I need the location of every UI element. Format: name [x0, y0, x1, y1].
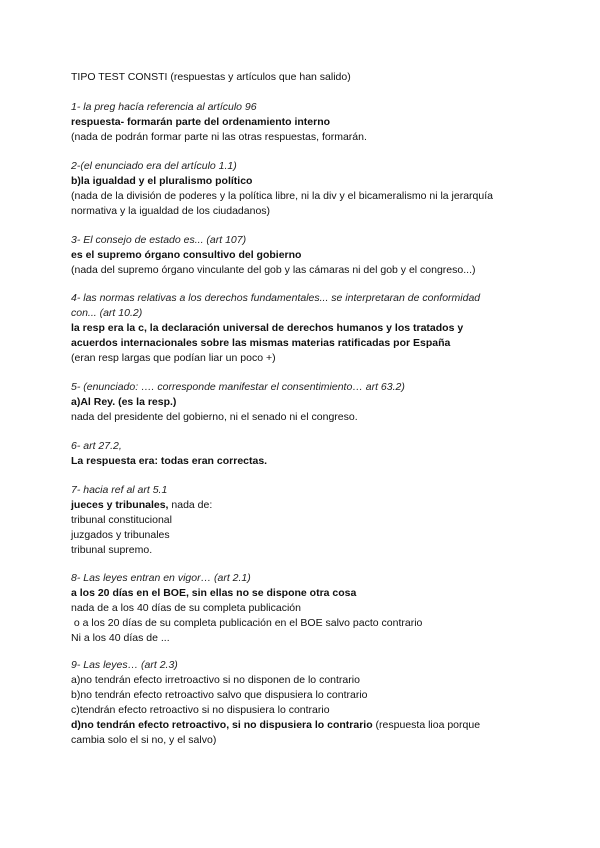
- question-2-note-line-1: (nada de la división de poderes y la política libre, ni la div y el bicameralismo ni la jerarquía: [71, 190, 493, 202]
- question-8-note: nada de a los 40 días de su completa publicación: [71, 602, 301, 614]
- question-8-answer: a los 20 días en el BOE, sin ellas no se dispone otra cosa: [71, 587, 357, 599]
- question-4-answer-line-1: la resp era la c, la declaración universal de derechos humanos y los tratados y: [71, 322, 464, 334]
- question-2: [71, 159, 541, 219]
- question-8: [71, 571, 541, 646]
- question-9-answer-note-line-2: cambia solo el si no, y el salvo): [71, 734, 217, 746]
- question-3-prompt: 3- El consejo de estado es... (art 107): [71, 234, 247, 246]
- question-5: [71, 380, 541, 425]
- question-7-item: tribunal constitucional: [71, 514, 172, 526]
- question-4-note: (eran resp largas que podían liar un poco +): [71, 352, 276, 364]
- question-1-note: (nada de podrán formar parte ni las otras respuestas, formarán.: [71, 131, 367, 143]
- question-5-prompt: 5- (enunciado: …. corresponde manifestar el consentimiento… art 63.2): [71, 381, 405, 393]
- question-8-note: Ni a los 40 días de ...: [71, 632, 170, 644]
- question-7-answer-bold: jueces y tribunales,: [71, 499, 169, 511]
- question-1: [71, 100, 541, 145]
- question-3: [71, 233, 541, 278]
- question-5-note: nada del presidente del gobierno, ni el senado ni el congreso.: [71, 411, 358, 423]
- question-9-option: a)no tendrán efecto irretroactivo si no disponen de lo contrario: [71, 674, 360, 686]
- question-9-answer: [71, 718, 541, 733]
- question-9-option: b)no tendrán efecto retroactivo salvo que dispusiera lo contrario: [71, 689, 368, 701]
- question-6-prompt: 6- art 27.2,: [71, 440, 122, 452]
- question-9-answer-note: (respuesta lioa porque: [372, 719, 481, 731]
- document-title: TIPO TEST CONSTI (respuestas y artículos que han salido): [71, 71, 351, 83]
- question-7-answer-rest: nada de:: [168, 499, 213, 511]
- question-7: [71, 483, 541, 558]
- question-1-prompt: 1- la preg hacía referencia al artículo 96: [71, 101, 257, 113]
- question-4: [71, 291, 541, 366]
- question-7-item: tribunal supremo.: [71, 544, 153, 556]
- question-2-prompt: 2-(el enunciado era del artículo 1.1): [71, 160, 237, 172]
- question-2-answer: b)la igualdad y el pluralismo político: [71, 175, 253, 187]
- question-5-answer: a)Al Rey. (es la resp.): [71, 396, 177, 408]
- question-2-note-line-2: normativa y la igualdad de los ciudadanos): [71, 205, 271, 217]
- question-4-answer-line-2: acuerdos internacionales sobre las mismas materias ratificadas por España: [71, 337, 451, 349]
- question-8-note: o a los 20 días de su completa publicación en el BOE salvo pacto contrario: [71, 617, 423, 629]
- question-9: [71, 658, 541, 748]
- question-4-prompt-line-1: 4- las normas relativas a los derechos fundamentales... se interpretaran de conformidad: [71, 292, 481, 304]
- question-3-answer: es el supremo órgano consultivo del gobierno: [71, 249, 302, 261]
- question-9-prompt: 9- Las leyes… (art 2.3): [71, 659, 178, 671]
- question-9-answer-bold: d)no tendrán efecto retroactivo, si no dispusiera lo contrario: [71, 719, 373, 731]
- question-7-prompt: 7- hacia ref al art 5.1: [71, 484, 168, 496]
- question-3-note: (nada del supremo órgano vinculante del gob y las cámaras ni del gob y el congreso...): [71, 264, 476, 276]
- question-7-item: juzgados y tribunales: [71, 529, 170, 541]
- question-1-answer: respuesta- formarán parte del ordenamiento interno: [71, 116, 331, 128]
- question-8-prompt: 8- Las leyes entran en vigor… (art 2.1): [71, 572, 251, 584]
- question-9-option: c)tendrán efecto retroactivo si no dispusiera lo contrario: [71, 704, 330, 716]
- question-6-answer: La respuesta era: todas eran correctas.: [71, 455, 268, 467]
- question-4-prompt-line-2: con... (art 10.2): [71, 307, 143, 319]
- question-6: [71, 439, 541, 469]
- question-7-answer: [71, 498, 541, 513]
